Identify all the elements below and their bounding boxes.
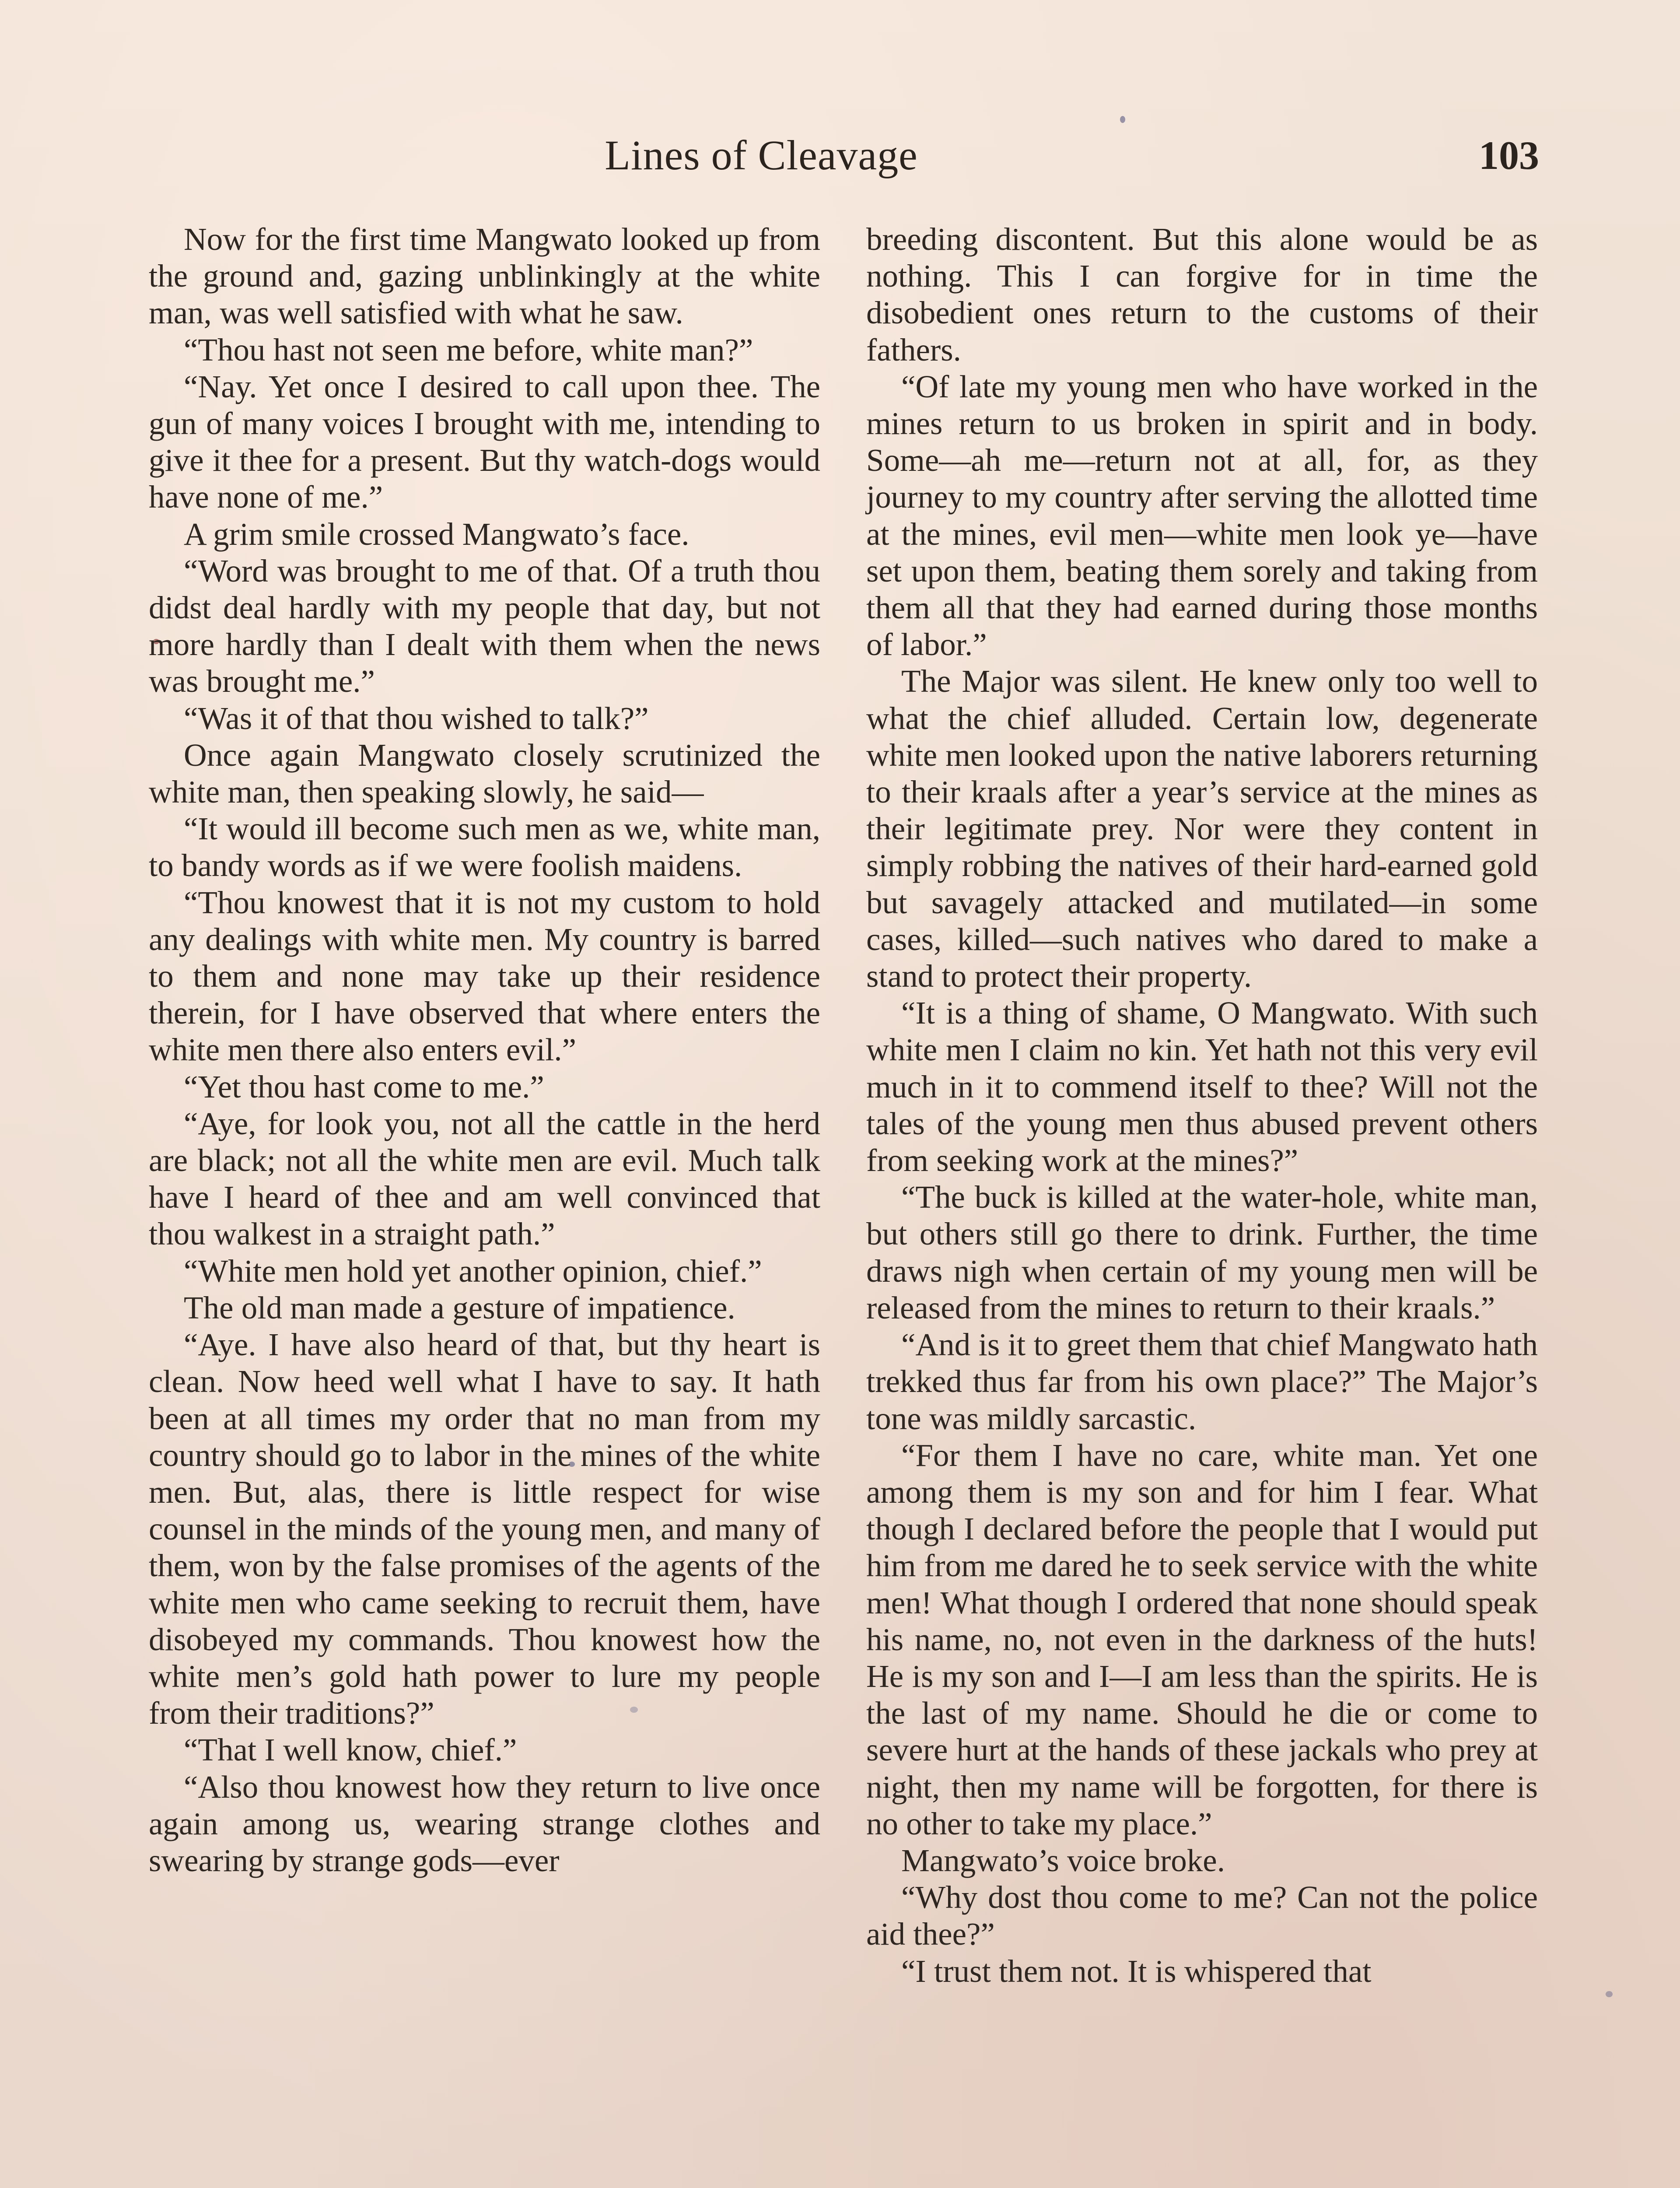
paragraph: breeding discontent. But this alone would be as nothing. This I can forgive for in time the disobedient ones return to the customs of their fathers. [866,221,1538,368]
page-number: 103 [1479,133,1539,178]
ink-speck [1120,116,1125,123]
paragraph: “Also thou knowest how they return to live once again among us, wearing strange clothes and swearing by strange gods—ever [149,1769,820,1878]
paragraph: “It would ill become such men as we, white man, to bandy words as if we were foolish maidens. [149,811,820,884]
paragraph: The old man made a gesture of impatience. [184,1290,735,1325]
paragraph: “It is a thing of shame, O Mangwato. With such white men I claim no kin. Yet hath not this very evil much in it to commend itself to thee? Will not the tales of the young men thus abused prevent others from seeking work at the mines?” [866,995,1538,1178]
paragraph: “Aye. I have also heard of that, but thy heart is clean. Now heed well what I have to say. It hath been at all times my order that no man from my country should go to labor in the mines of the white men. But, alas, there is little respect for wise counsel in the minds of the young men, and many of them, won by the false promises of the agents of the white men who came seeking to recruit them, have disobeyed my commands. Thou knowest how the white men’s gold hath power to lure my people from their traditions?” [149,1327,820,1731]
paragraph: “For them I have no care, white man. Yet one among them is my son and for him I fear. What though I declared before the people that I would put him from me dared he to seek service with the white men! What though I ordered that none should speak his name, no, not even in the darkness of the huts! He is my son and I—I am less than the spirits. He is the last of my name. Should he die or come to severe hurt at the hands of these jackals who prey at night, then my name will be forgotten, for there is no other to take my place.” [866,1437,1538,1841]
paragraph: “Nay. Yet once I desired to call upon thee. The gun of many voices I brought with me, intending to give it thee for a present. But thy watch-dogs would have none of me.” [149,368,820,515]
paragraph: “Why dost thou come to me? Can not the police aid thee?” [866,1879,1538,1952]
paragraph: “The buck is killed at the water-hole, white man, but others still go there to drink. Further, the time draws nigh when certain of my young men will be released from the mines to return to their kraals.” [866,1179,1538,1325]
paragraph: “Thou knowest that it is not my custom to hold any dealings with white men. My country is barred to them and none may take up their residence therein, for I have observed that where enters the white men there also enters evil.” [149,884,820,1068]
running-header [0,127,1680,184]
ink-speck [1606,1991,1613,1997]
left-text-column [149,221,820,1879]
right-text-column [866,221,1538,1990]
paragraph: “Thou hast not seen me before, white man?” [184,332,753,368]
paragraph: “Of late my young men who have worked in the mines return to us broken in spirit and in body. Some—ah me—return not at all, for, as they journey to my country after serving the allotted time at the mines, evil men—white men look ye—have set upon them, beating them sorely and taking from them all that they had earned during those months of labor.” [866,368,1538,663]
paragraph: “White men hold yet another opinion, chief.” [184,1253,762,1289]
running-title: Lines of Cleavage [605,132,918,179]
paragraph: “Aye, for look you, not all the cattle in the herd are black; not all the white men are evil. Much talk have I heard of thee and am well convinced that thou walkest in a straight path.” [149,1105,820,1252]
paragraph: “Word was brought to me of that. Of a truth thou didst deal hardly with my people that day, but not more hardly than I dealt with them when the news was brought me.” [149,553,820,699]
paragraph: “I trust them not. It is whispered that [901,1953,1372,1989]
paragraph: Once again Mangwato closely scrutinized the white man, then speaking slowly, he said— [149,737,820,810]
paragraph: A grim smile crossed Mangwato’s face. [184,516,690,552]
paragraph: “And is it to greet them that chief Mangwato hath trekked thus far from his own place?” The Major’s tone was mildly sarcastic. [866,1327,1538,1436]
paragraph: “Was it of that thou wished to talk?” [184,700,649,736]
paragraph: The Major was silent. He knew only too well to what the chief alluded. Certain low, degenerate white men looked upon the native laborers returning to their kraals after a year’s service at the mines as their legitimate prey. Nor were they content in simply robbing the natives of their hard-earned gold but savagely attacked and mutilated—in some cases, killed—such natives who dared to make a stand to protect their property. [866,663,1538,994]
paragraph: Mangwato’s voice broke. [901,1842,1225,1878]
paragraph: Now for the first time Mangwato looked up from the ground and, gazing unblinkingly at the white man, was well satisfied with what he saw. [149,221,820,331]
paragraph: “Yet thou hast come to me.” [184,1069,544,1105]
paragraph: “That I well know, chief.” [184,1732,517,1768]
